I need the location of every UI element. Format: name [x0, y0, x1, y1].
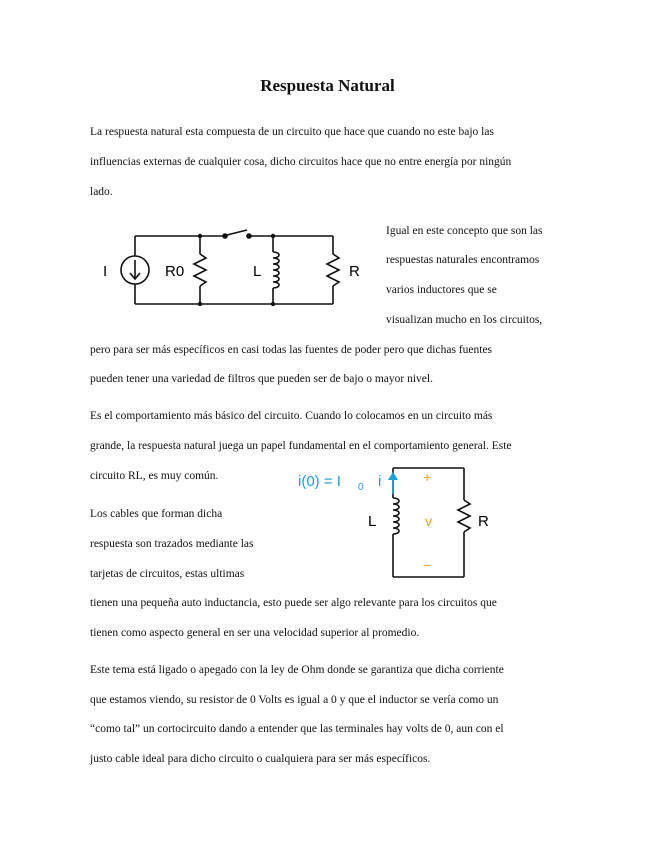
circuit-diagram-parallel	[95, 224, 375, 314]
current-source-label: I	[103, 263, 108, 280]
paragraph-line: tienen como aspecto general en ser una velocidad superior al promedio.	[90, 627, 420, 639]
initial-current-subscript: 0	[358, 482, 364, 493]
voltage-v-label: v	[425, 513, 432, 529]
paragraph-line: tarjetas de circuitos, estas ultimas	[90, 568, 245, 580]
paragraph-line: que estamos viendo, su resistor de 0 Volts es igual a 0 y que el inductor se vería como un	[90, 694, 499, 706]
paragraph-line: lado.	[90, 186, 113, 198]
resistor-label: R	[478, 513, 489, 530]
paragraph-line: influencias externas de cualquier cosa, dicho circuitos hace que no entre energía por ningún	[90, 156, 512, 168]
paragraph-line: “como tal” un cortocircuito dando a entender que las terminales hay volts de 0, aun con el	[90, 723, 504, 735]
paragraph-line: visualizan mucho en los circuitos,	[386, 314, 543, 326]
paragraph-line: grande, la respuesta natural juega un papel fundamental en el comportamiento general. Este	[90, 440, 512, 452]
current-i-label: i	[378, 473, 382, 490]
paragraph-line: tienen una pequeña auto inductancia, esto puede ser algo relevante para los circuitos que	[90, 597, 497, 609]
paragraph-line: varios inductores que se	[386, 284, 497, 296]
voltage-plus-label: +	[423, 469, 432, 485]
initial-current-label: i(0) = I	[298, 473, 341, 490]
inductor-label: L	[253, 263, 262, 280]
paragraph-line: justo cable ideal para dicho circuito o cualquiera para ser más específicos.	[90, 753, 431, 765]
paragraph-line: Es el comportamiento más básico del circuito. Cuando lo colocamos en un circuito más	[90, 410, 493, 422]
paragraph-line: respuestas naturales encontramos	[386, 254, 540, 266]
paragraph-line: circuito RL, es muy común.	[90, 470, 219, 482]
paragraph-line: pero para ser más específicos en casi todas las fuentes de poder pero que dichas fuentes	[90, 344, 493, 356]
page-title: Respuesta Natural	[260, 76, 395, 95]
paragraph-line: pueden tener una variedad de filtros que pueden ser de bajo o mayor nivel.	[90, 373, 433, 385]
paragraph-line: La respuesta natural esta compuesta de un circuito que hace que cuando no este bajo las	[90, 126, 494, 138]
paragraph-line: Este tema está ligado o apegado con la ley de Ohm donde se garantiza que dicha corriente	[90, 664, 504, 676]
voltage-minus-label: −	[423, 557, 432, 573]
resistor-r0-label: R0	[165, 263, 185, 280]
paragraph-line: Los cables que forman dicha	[90, 508, 223, 520]
circuit-diagram-rl	[292, 462, 492, 587]
inductor-label: L	[368, 513, 377, 530]
paragraph-line: Igual en este concepto que son las	[386, 225, 543, 237]
resistor-r-label: R	[349, 263, 360, 280]
paragraph-line: respuesta son trazados mediante las	[90, 538, 254, 550]
